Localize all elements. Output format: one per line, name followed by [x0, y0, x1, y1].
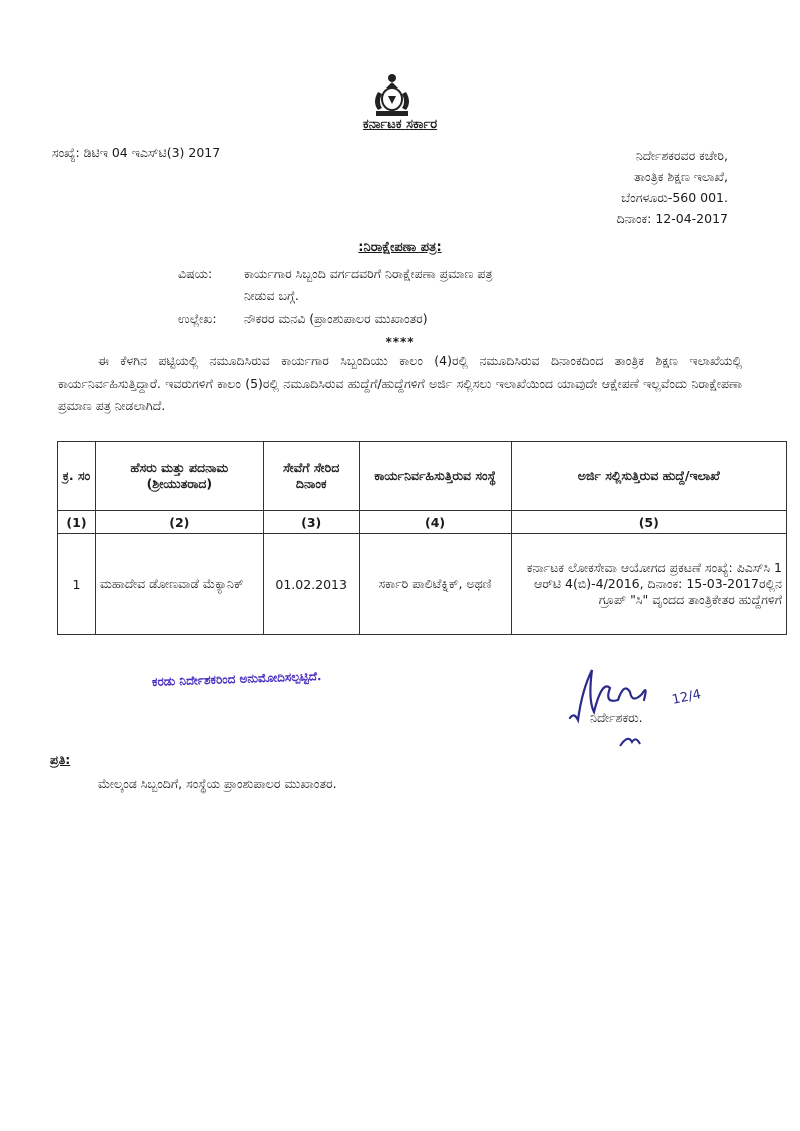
subject-line-1: ಕಾರ್ಯಗಾರ ಸಿಬ್ಬಂದಿ ವರ್ಗದವರಿಗೆ ನಿರಾಕ್ಷೇಪಣಾ ಪ್ರಮಾಣ ಪತ್ರ: [244, 266, 493, 281]
copy-recipient: ಮೇಲ್ಕಂಡ ಸಿಬ್ಬಂದಿಗೆ, ಸಂಸ್ಥೆಯ ಪ್ರಾಂಶುಪಾಲರ ಮುಖಾಂತರ.: [98, 776, 337, 791]
noc-table: [57, 441, 787, 635]
reference-label: ಉಲ್ಲೇಖ:: [178, 311, 217, 326]
column-number: (3): [263, 511, 359, 534]
cell-name-designation: ಮಹಾದೇವ ಡೋಣವಾಡೆ ಮೆಕ್ಯಾನಿಕ್: [95, 534, 263, 635]
office-line: ತಾಂತ್ರಿಕ ಶಿಕ್ಷಣ ಇಲಾಖೆ,: [634, 169, 728, 184]
column-number-row: [58, 511, 787, 534]
cell-post-applied: ಕರ್ನಾಟಕ ಲೋಕಸೇವಾ ಆಯೋಗದ ಪ್ರಕಟಣೆ ಸಂಖ್ಯೆ: ಪಿಎಸ್‌ಸಿ 1 ಆರ್‌ಟಿ 4(ಬಿ)-4/2016, ದಿನಾಂಕ: 15-03-2017ರಲ್ಲಿನ ಗ್ರೂಪ್ "ಸಿ" ವೃಂದದ ತಾಂತ್ರಿಕೇತರ ಹುದ್ದೆಗಳಿಗೆ: [511, 534, 786, 635]
header-joining-date: ಸೇವೆಗೆ ಸೇರಿದ ದಿನಾಂಕ: [263, 442, 359, 511]
header-name: ಹೆಸರು ಮತ್ತು ಪದನಾಮ (ಶ್ರೀಯುತರಾದ): [95, 442, 263, 511]
header-post: ಅರ್ಜಿ ಸಲ್ಲಿಸುತ್ತಿರುವ ಹುದ್ದೆ/ಇಲಾಖೆ: [511, 442, 786, 511]
document-title: :ನಿರಾಕ್ಷೇಪಣಾ ಪತ್ರ:: [358, 240, 442, 255]
government-name: ಕರ್ನಾಟಕ ಸರ್ಕಾರ: [362, 117, 438, 132]
column-number: (5): [511, 511, 786, 534]
cell-joining-date: 01.02.2013: [263, 534, 359, 635]
cell-institution: ಸರ್ಕಾರಿ ಪಾಲಿಟೆಕ್ನಿಕ್, ಅಥಣಿ: [359, 534, 511, 635]
cell-sl: 1: [58, 534, 96, 635]
header-institution: ಕಾರ್ಯನಿರ್ವಹಿಸುತ್ತಿರುವ ಸಂಸ್ಥೆ: [359, 442, 511, 511]
subject-label: ವಿಷಯ:: [178, 266, 213, 281]
reference-value: ನೌಕರರ ಮನವಿ (ಪ್ರಾಂಶುಪಾಲರ ಮುಖಾಂತರ): [244, 311, 428, 326]
signature-date: 12/4: [670, 687, 703, 708]
subject-line-2: ನೀಡುವ ಬಗ್ಗೆ.: [244, 288, 299, 303]
header-sl: ಕ್ರ. ಸಂ: [58, 442, 96, 511]
office-line: ನಿರ್ದೇಶಕರವರ ಕಚೇರಿ,: [635, 148, 728, 163]
table-header-row: [58, 442, 787, 511]
state-emblem-icon: [368, 72, 416, 118]
body-paragraph: ಈ ಕೆಳಗಿನ ಪಟ್ಟಿಯಲ್ಲಿ ನಮೂದಿಸಿರುವ ಕಾರ್ಯಗಾರ ಸಿಬ್ಬಂದಿಯು ಕಾಲಂ (4)ರಲ್ಲಿ ನಮೂದಿಸಿರುವ ದಿನಾಂಕದಿಂದ ತಾಂತ್ರಿಕ ಶಿಕ್ಷಣ ಇಲಾಖೆಯಲ್ಲಿ ಕಾರ್ಯನಿರ್ವಹಿಸುತ್ತಿದ್ದಾರೆ. ಇವರುಗಳಿಗೆ ಕಾಲಂ (5)ರಲ್ಲಿ ನಮೂದಿಸಿರುವ ಹುದ್ದೆಗೆ/ಹುದ್ದೆಗಳಿಗೆ ಅರ್ಜಿ ಸಲ್ಲಿಸಲು ಇಲಾಖೆಯಿಂದ ಯಾವುದೇ ಆಕ್ಷೇಪಣೆ ಇಲ್ಲವೆಂದು ನಿರಾಕ್ಷೇಪಣಾ ಪ್ರಮಾಣ ಪತ್ರ ನೀಡಲಾಗಿದೆ.: [58, 353, 742, 413]
approval-stamp: ಕರಡು ನಿರ್ದೇಶಕರಿಂದ ಅನುಮೋದಿಸಲ್ಪಟ್ಟಿದೆ.: [151, 669, 322, 689]
table-row: [58, 534, 787, 635]
copy-label: ಪ್ರತಿ:: [50, 752, 71, 767]
column-number: (1): [58, 511, 96, 534]
office-line: ಬೆಂಗಳೂರು-560 001.: [621, 190, 728, 205]
letter-date: ದಿನಾಂಕ: 12-04-2017: [616, 211, 728, 226]
separator-stars: ****: [385, 335, 415, 349]
column-number: (4): [359, 511, 511, 534]
column-number: (2): [95, 511, 263, 534]
office-address: [617, 145, 728, 229]
reference-number: ಸಂಖ್ಯೆ: ಡಿಟಿಇ 04 ಇಎಸ್‌ಟಿ(3) 2017: [52, 145, 221, 160]
signatory-title: ನಿರ್ದೇಶಕರು.: [590, 710, 643, 725]
